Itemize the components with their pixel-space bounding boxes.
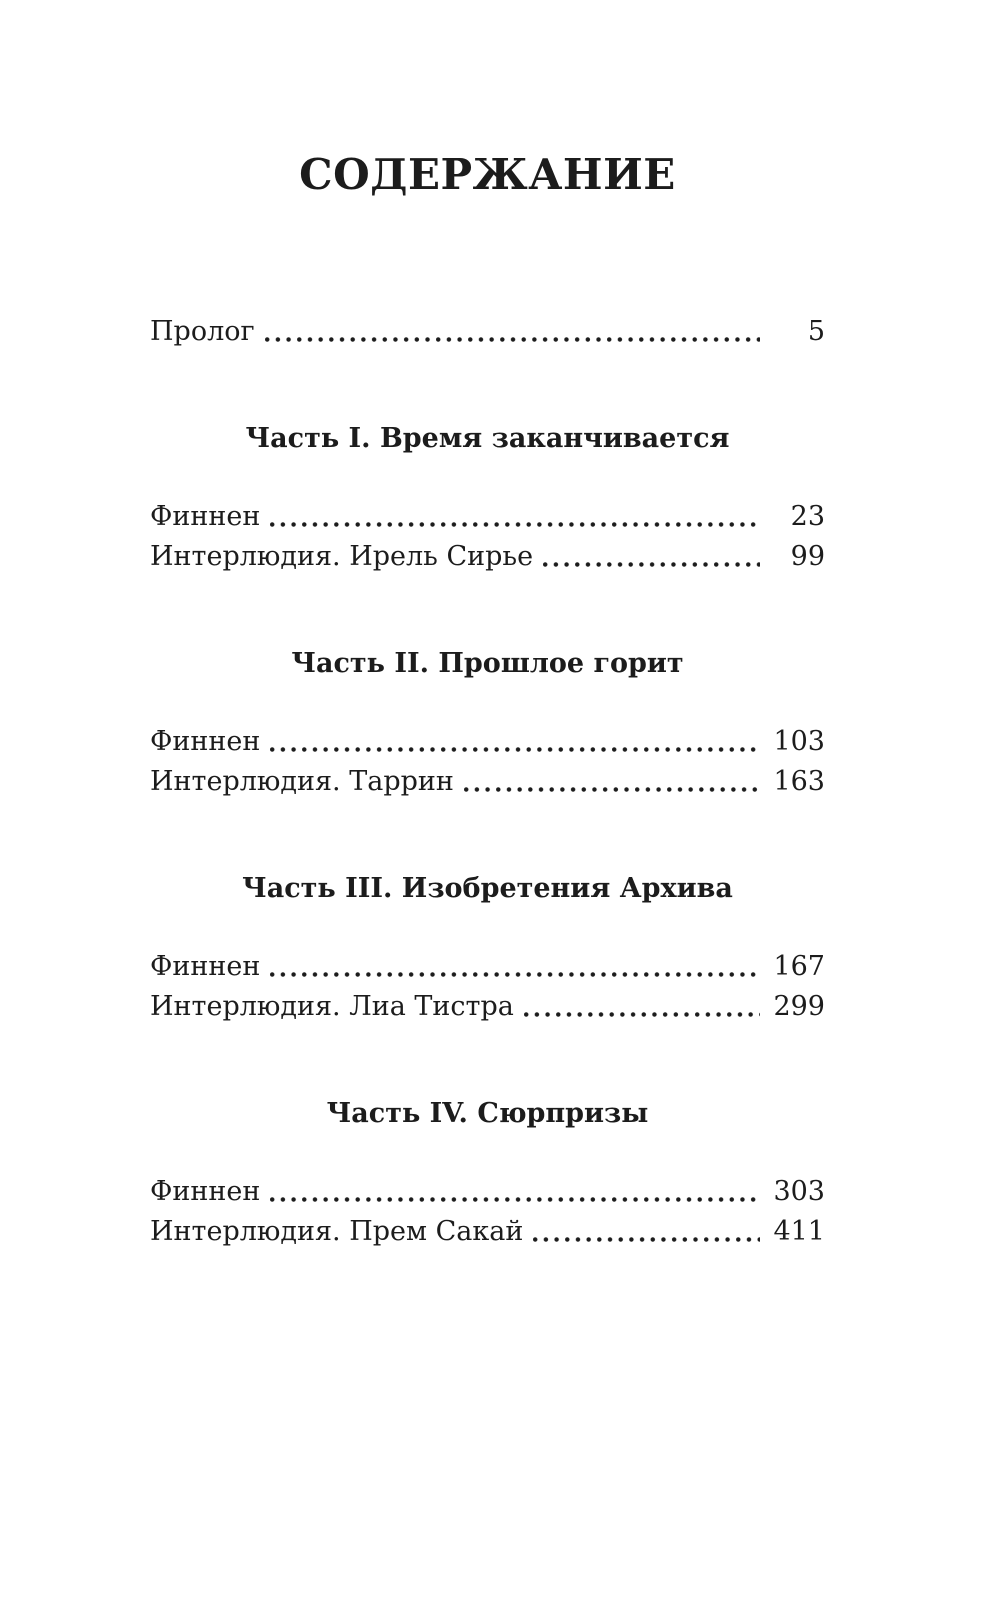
- toc-entry-row: [150, 722, 825, 762]
- page-number: 103: [773, 726, 825, 757]
- part-entries: [150, 1172, 825, 1252]
- entry-label: Интерлюдия. Таррин: [150, 766, 454, 797]
- part-section-1: [150, 419, 825, 577]
- entry-label: Финнен: [150, 951, 261, 982]
- part-section-4: [150, 1094, 825, 1252]
- part-entries: [150, 497, 825, 577]
- part-heading: Часть I. Время заканчивается: [245, 423, 730, 454]
- toc-entry-row: [150, 987, 825, 1027]
- toc-entry-row: [150, 762, 825, 802]
- dot-leader: [270, 972, 760, 977]
- dot-leader: [270, 1197, 760, 1202]
- dot-leader: [464, 787, 760, 792]
- entry-label: Финнен: [150, 501, 261, 532]
- part-section-3: [150, 869, 825, 1027]
- entry-label: Интерлюдия. Прем Сакай: [150, 1216, 524, 1247]
- toc-entry-row: [150, 947, 825, 987]
- part-heading: Часть IV. Сюрпризы: [326, 1098, 649, 1129]
- toc-entry-row: [150, 1212, 825, 1252]
- page-number: 411: [773, 1216, 825, 1247]
- part-heading: Часть III. Изобретения Архива: [242, 873, 733, 904]
- page-number: 299: [773, 991, 825, 1022]
- page-number: 303: [773, 1176, 825, 1207]
- toc-entry-row: [150, 1172, 825, 1212]
- page-number: 23: [790, 501, 825, 532]
- entry-label: Финнен: [150, 726, 261, 757]
- dot-leader: [265, 337, 760, 342]
- dot-leader: [533, 1237, 760, 1242]
- entry-label: Интерлюдия. Ирель Сирье: [150, 541, 534, 572]
- toc-entry-row: [150, 312, 825, 352]
- dot-leader: [270, 747, 760, 752]
- page-number: 163: [773, 766, 825, 797]
- page-number: 99: [790, 541, 825, 572]
- entry-label: Пролог: [150, 316, 255, 347]
- entry-label: Финнен: [150, 1176, 261, 1207]
- page-number: 167: [773, 951, 825, 982]
- toc-entry-row: [150, 537, 825, 577]
- toc-entry-row: [150, 497, 825, 537]
- part-entries: [150, 722, 825, 802]
- dot-leader: [543, 562, 760, 567]
- part-entries: [150, 947, 825, 1027]
- part-section-2: [150, 644, 825, 802]
- dot-leader: [524, 1012, 760, 1017]
- part-heading: Часть II. Прошлое горит: [291, 648, 684, 679]
- contents-title: СОДЕРЖАНИЕ: [299, 150, 676, 199]
- dot-leader: [270, 522, 760, 527]
- entry-label: Интерлюдия. Лиа Тистра: [150, 991, 514, 1022]
- page-number: 5: [807, 316, 825, 347]
